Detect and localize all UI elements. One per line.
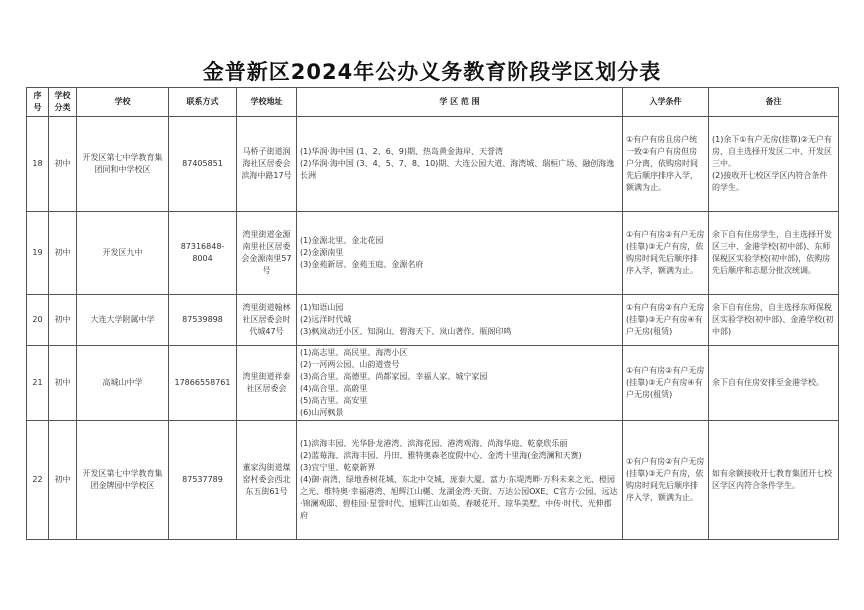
note-line: 余下自有住房安排至金港学校。	[712, 378, 824, 387]
note-line: 如有余额接收开七教育集团开七校区学区内符合条件学生。	[712, 469, 832, 490]
range-line: (2)华润·海中国 (3、4、5、7、8、10)期、大连公园大道、海湾城、瑞桓广场、融创海逸长洲	[300, 159, 615, 180]
range-line: (2)金源南里	[300, 248, 344, 257]
district-table	[26, 87, 839, 540]
row-type: 初中	[49, 346, 77, 421]
row-address: 湾里街道祥泰社区居委会	[237, 346, 297, 421]
range-line: (3)枫岚动迁小区、知润山、碧海天下、岚山著作、瓶阁印鸣	[300, 327, 512, 336]
row-school: 开发区九中	[77, 212, 169, 295]
row-condition	[623, 295, 709, 346]
range-line: (1)华润·海中国 (1、2、6、9)期、热岛黄金海岸、天誉湾	[300, 147, 504, 156]
header-note: 备注	[709, 88, 839, 117]
row-no: 21	[27, 346, 49, 421]
note-line: (1)余下①有户无房(挂靠)②无户有房，自主选择开发区二中、开发区三中。	[712, 135, 832, 168]
header-type: 学校分类	[49, 88, 77, 117]
row-type: 初中	[49, 295, 77, 346]
range-line: (1)金源北里、金北花园	[300, 236, 384, 245]
row-phone: 87537789	[169, 421, 237, 540]
note-line: (2)接收开七校区学区内符合条件的学生。	[712, 171, 828, 192]
row-no: 19	[27, 212, 49, 295]
header-range: 学 区 范 围	[297, 88, 623, 117]
row-note	[709, 421, 839, 540]
row-no: 20	[27, 295, 49, 346]
page-title: 金普新区2024年公办义务教育阶段学区划分表	[202, 60, 662, 84]
header-row	[27, 88, 839, 117]
row-note	[709, 295, 839, 346]
range-line: (3)高合里、高德里、尚都家园、幸福人家、城宁家园	[300, 372, 488, 381]
row-type: 初中	[49, 212, 77, 295]
row-condition	[623, 212, 709, 295]
row-condition	[623, 421, 709, 540]
row-range	[297, 421, 623, 540]
row-range	[297, 117, 623, 212]
range-line: (4)高合里、高蔚里	[300, 384, 368, 393]
row-school: 开发区第七中学教育集团金牌园中学校区	[77, 421, 169, 540]
row-address: 马桥子街道润海社区居委会滨海中路17号	[237, 117, 297, 212]
row-range	[297, 346, 623, 421]
row-address: 董家沟街道煤窑村委会西北东五街61号	[237, 421, 297, 540]
row-phone: 87539898	[169, 295, 237, 346]
condition-text: ①有户有房且房户统一致②有户有房但房户分离，依购房时间先后顺序排序入学，额满为止。	[626, 135, 698, 192]
condition-text: ①有户有房②有户无房(挂靠)③无户有房，依购房时间先后顺序排序入学，额满为止。	[626, 230, 705, 275]
row-condition	[623, 117, 709, 212]
condition-text: ①有户有房②有户无房(挂靠)③无户有房，依购房时间先后顺序排序入学，额满为止。	[626, 457, 705, 502]
row-no: 18	[27, 117, 49, 212]
row-phone: 87316848-8004	[169, 212, 237, 295]
condition-text: ①有户有房②有户无房(挂靠)③无户有房④有户无房(租赁)	[626, 366, 705, 399]
row-school: 高城山中学	[77, 346, 169, 421]
range-line: (1)知语山园	[300, 303, 344, 312]
row-phone: 87405851	[169, 117, 237, 212]
row-school: 大连大学附属中学	[77, 295, 169, 346]
range-line: (1)滨海丰园、光华卧龙港湾、滨海花园、港湾观海、尚海华庭、乾豪欣乐丽	[300, 439, 568, 448]
range-line: (3)金苑新居、金苑玉庭、金源名府	[300, 260, 424, 269]
range-line: (6)山河枫景	[300, 408, 344, 417]
header-no: 序号	[27, 88, 49, 117]
range-line: (5)高吉里、高安里	[300, 396, 368, 405]
range-line: (2)远洋时代城	[300, 315, 352, 324]
row-range	[297, 295, 623, 346]
row-note	[709, 212, 839, 295]
table-row	[27, 212, 839, 295]
row-no: 22	[27, 421, 49, 540]
row-range	[297, 212, 623, 295]
note-line: 余下自有住房学生，自主选择开发区三中、金港学校(初中部)、东师保税区实验学校(初中部)，依购房先后顺序和志愿分批次统调。	[712, 230, 832, 275]
range-line: (2)蓝莓海、滨海丰园、丹田、雅特奥森老度假中心、金湾十里海(金湾澜和天赛)	[300, 451, 582, 460]
header-condition: 入学条件	[623, 88, 709, 117]
table-row	[27, 346, 839, 421]
row-condition	[623, 346, 709, 421]
row-type: 初中	[49, 421, 77, 540]
row-note	[709, 346, 839, 421]
table-row	[27, 117, 839, 212]
row-type: 初中	[49, 117, 77, 212]
range-line: (1)高志里、高民里、海湾小区	[300, 348, 408, 357]
row-phone: 17866558761	[169, 346, 237, 421]
table-row	[27, 421, 839, 540]
table-row	[27, 295, 839, 346]
row-address: 湾里街道翰林社区居委会时代城47号	[237, 295, 297, 346]
header-phone: 联系方式	[169, 88, 237, 117]
note-line: 余下自有住房，自主选择东师保税区实验学校(初中部)、金港学校(初中部)	[712, 303, 834, 336]
header-school: 学校	[77, 88, 169, 117]
row-note	[709, 117, 839, 212]
condition-text: ①有户有房②有户无房(挂靠)③无户有房④有户无房(租赁)	[626, 303, 705, 336]
range-line: (4)御·南湾、绿地香树花城、东北中交城、庞泰大厦、富力·东堤湾畔·万科未来之光、橙园之光、维特奥·幸福港湾、旭辉江山樾、龙湖金湾·天街、万达公园OXE、C官方·公园、远达·锦澜观邸、碧桂园·星誉时代、旭辉江山如英、春暖花开、琼华美墅、中传·时代、光伸郡府	[300, 475, 618, 520]
row-school: 开发区第七中学教育集团同和中学校区	[77, 117, 169, 212]
range-line: (3)宜宁里、乾豪新界	[300, 463, 376, 472]
row-address: 湾里街道金源南里社区居委会金源南里57号	[237, 212, 297, 295]
range-line: (2)一河两公园、山韵道壹号	[300, 360, 400, 369]
header-address: 学校地址	[237, 88, 297, 117]
